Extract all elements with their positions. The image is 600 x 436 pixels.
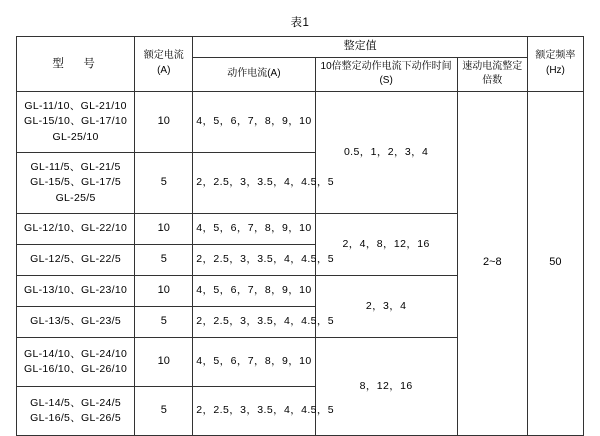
cell-rated-current: 10: [135, 213, 193, 244]
cell-action-current: 2，2.5，3，3.5，4，4.5，5: [193, 152, 315, 213]
model-line: GL-13/5、GL-23/5: [30, 315, 122, 328]
cell-action-current: 2，2.5，3，3.5，4，4.5，5: [193, 386, 315, 435]
cell-models: [17, 213, 135, 244]
model-line: GL-15/10、GL-17/10: [24, 115, 128, 128]
cell-rated-current: 10: [135, 275, 193, 306]
cell-action-current: 4，5，6，7，8，9，10: [193, 91, 315, 152]
cell-action-current: 4，5，6，7，8，9，10: [193, 275, 315, 306]
cell-rated-current: 10: [135, 337, 193, 386]
header-action-current: 动作电流(A): [193, 57, 315, 91]
cell-models: [17, 306, 135, 337]
model-line: GL-13/10、GL-23/10: [24, 284, 128, 297]
cell-models: [17, 386, 135, 435]
cell-rated-current: 5: [135, 152, 193, 213]
cell-rated-current: 5: [135, 386, 193, 435]
cell-time-group: 2，4，8，12，16: [315, 213, 457, 275]
cell-action-current: 4，5，6，7，8，9，10: [193, 213, 315, 244]
cell-models: [17, 275, 135, 306]
table-header-row-1: [17, 37, 584, 58]
cell-rated-current: 10: [135, 91, 193, 152]
table-header: [17, 37, 584, 92]
document-page: [0, 14, 600, 424]
model-line: GL-16/5、GL-26/5: [30, 411, 122, 424]
model-line: GL-14/5、GL-24/5: [30, 396, 122, 409]
cell-models: [17, 152, 135, 213]
model-line: GL-25/5: [55, 191, 96, 204]
table-caption: 表1: [290, 17, 310, 29]
header-setting-value: 整定值: [193, 37, 528, 58]
cell-action-current: 4，5，6，7，8，9，10: [193, 337, 315, 386]
cell-time-group: 2，3，4: [315, 275, 457, 337]
cell-action-current: 2，2.5，3，3.5，4，4.5，5: [193, 306, 315, 337]
model-line: GL-12/5、GL-22/5: [30, 253, 122, 266]
header-rated-frequency: 额定频率(Hz): [527, 37, 583, 92]
cell-action-current: 2，2.5，3，3.5，4，4.5，5: [193, 244, 315, 275]
model-line: GL-16/10、GL-26/10: [24, 362, 128, 375]
model-line: GL-11/10、GL-21/10: [24, 100, 127, 113]
table-body: [17, 91, 584, 435]
model-line: GL-12/10、GL-22/10: [24, 222, 128, 235]
header-quick-multiple: 速动电流整定倍数: [457, 57, 527, 91]
cell-rated-current: 5: [135, 244, 193, 275]
model-line: GL-14/10、GL-24/10: [24, 347, 128, 360]
model-line: GL-11/5、GL-21/5: [30, 161, 121, 174]
cell-quick-multiple: 2~8: [457, 91, 527, 435]
cell-time-group: 8，12，16: [315, 337, 457, 435]
cell-rated-frequency: 50: [527, 91, 583, 435]
header-rated-current: 额定电流(A): [135, 37, 193, 92]
cell-models: [17, 91, 135, 152]
cell-time-group: 0.5，1，2，3，4: [315, 91, 457, 213]
table-row: [17, 91, 584, 152]
header-time-at-10x: 10倍整定动作电流下动作时间(S): [315, 57, 457, 91]
cell-rated-current: 5: [135, 306, 193, 337]
header-type: 型 号: [17, 37, 135, 92]
cell-models: [17, 337, 135, 386]
model-line: GL-15/5、GL-17/5: [30, 176, 122, 189]
cell-models: [17, 244, 135, 275]
model-line: GL-25/10: [52, 130, 99, 143]
specification-table: [16, 36, 584, 436]
